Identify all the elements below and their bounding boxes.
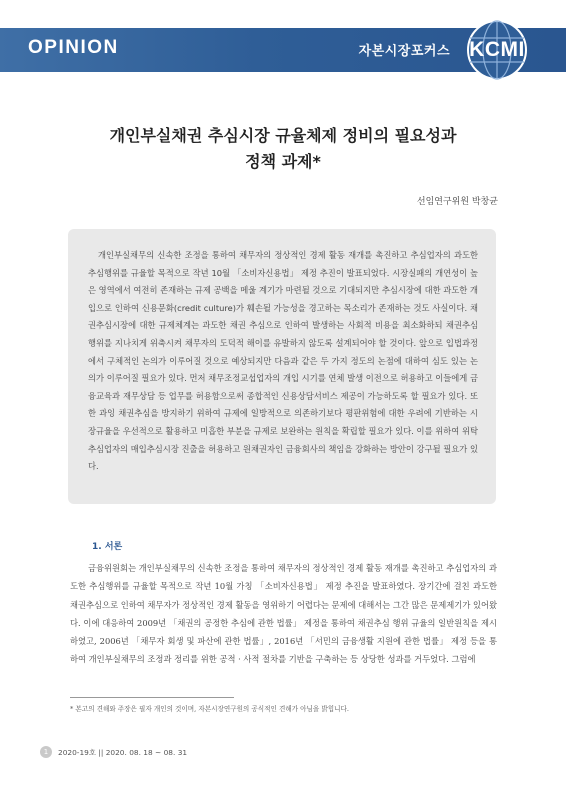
article-title [40, 123, 526, 175]
issue-info: 2020-19호 || 2020. 08. 18 ~ 08. 31 [58, 748, 188, 757]
footnote: * 본고의 견해와 주장은 필자 개인의 것이며, 자본시장연구원의 공식적인 견해가 아님을 밝힙니다. [70, 705, 349, 713]
title-line-1: 개인부실채권 추심시장 규율체제 정비의 필요성과 [109, 126, 457, 145]
series-name: 자본시장포커스 [358, 44, 450, 59]
kcmi-logo [462, 19, 532, 81]
summary-box [68, 229, 496, 504]
body-paragraph: 금융위원회는 개인부실채무의 신속한 조정을 통하여 채무자의 정상적인 경제 활동 재개를 촉진하고 추심업자의 과도한 추심행위를 규율할 목적으로 작년 10월 가칭 「소비자신용법」 제정 추진을 발표하였다. 장기간에 걸친 과도한 채권추심으로 인하여 채무자가 정상적인 경제 활동을 영위하기 어렵다는 문제에 대해서는 그간 많은 문제제기가 있어왔다. 이에 대응하여 2009년 「채권의 공정한 추심에 관한 법률」 제정을 통하여 채권추심 행위 규율의 일반원칙을 제시하였고, 2006년 「채무자 회생 및 파산에 관한 법률」, 2016년 「서민의 금융생활 지원에 관한 법률」 제정 등을 통하여 개인부실채무의 조정과 정리를 위한 공적 · 사적 절차를 기반을 구축하는 등 상당한 성과를 거두었다. 그럼에 [70, 563, 498, 665]
section-label: OPINION [28, 37, 119, 58]
logo-text: KCMI [469, 38, 525, 61]
title-line-2: 정책 과제* [245, 152, 321, 171]
section-heading: 1. 서론 [92, 542, 123, 552]
footnote-divider [70, 697, 234, 698]
author-byline: 선임연구위원 박창균 [416, 197, 498, 207]
page-number: 1 [40, 746, 52, 758]
summary-text: 개인부실채무의 신속한 조정을 통하여 채무자의 정상적인 경제 활동 재개를 촉진하고 추심업자의 과도한 추심행위를 규율할 목적으로 작년 10월 「소비자신용법」 제정 추진이 발표되었다. 시장실패의 개연성이 높은 영역에서 여전히 존재하는 규제 공백을 메울 계기가 마련될 것으로 기대되지만 추심시장에 대한 과도한 개입으로 인하여 신용문화(credit culture)가 훼손될 가능성을 경고하는 목소리가 존재하는 것도 사실이다. 채권추심시장에 대한 규제체계는 과도한 채권 추심으로 인하여 발생하는 사회적 비용을 최소화하되 채권추심 행위를 지나치게 위축시켜 채무자의 도덕적 해이를 유발하지 않도록 설계되어야 할 것이다. 앞으로 입법과정에서 구체적인 논의가 이루어질 것으로 예상되지만 다음과 같은 두 가지 정도의 논점에 대하여 심도 있는 논의가 이루어질 필요가 있다. 먼저 채무조정교섭업자의 개입 시기를 연체 발생 이전으로 허용하고 이들에게 금융교육과 재무상담 등 업무를 허용함으로써 종합적인 신용상담서비스 제공이 가능하도록 할 필요가 있다. 또한 과잉 채권추심을 방지하기 위하여 규제에 일방적으로 의존하기보다 평판위험에 대한 우려에 기반하는 시장규율을 우선적으로 활용하고 미흡한 부분을 규제로 보완하는 원칙을 확립할 필요가 있다. 이를 위하여 위탁추심업자의 매입추심시장 진출을 허용하고 원채권자인 금융회사의 책임을 강화하는 방안이 강구될 필요가 있다. [88, 250, 478, 472]
